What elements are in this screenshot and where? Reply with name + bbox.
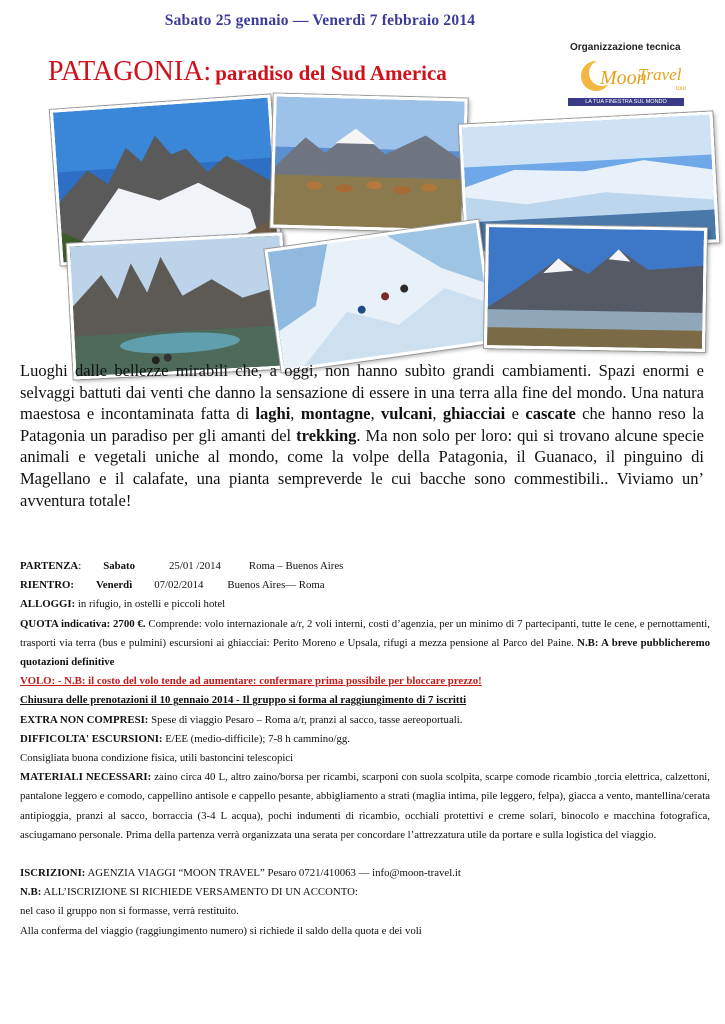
logo-tagline: LA TUA FINESTRA SUL MONDO: [568, 98, 684, 106]
keyword-vulcani: vulcani: [381, 404, 433, 424]
nb-line-2: nel caso il gruppo non si formasse, verrà restituito.: [20, 905, 239, 918]
title-main: PATAGONIA:: [48, 56, 212, 87]
page-title: [48, 56, 447, 88]
title-subtitle: paradiso del Sud America: [215, 61, 447, 85]
photo-guanacos: [270, 93, 467, 232]
volo-warning: VOLO: - N.B: il costo del volo tende ad aumentare: confermare prima possibile per bloccare prezzo!: [20, 675, 482, 688]
photo-torres-trekkers: [67, 232, 290, 379]
rientro-line: RIENTRO: Venerdì 07/02/2014 Buenos Aires— Roma: [20, 579, 325, 592]
partenza-line: PARTENZA: Sabato 25/01 /2014 Roma – Buenos Aires: [20, 560, 344, 572]
logo-tour-text: tour: [676, 86, 687, 92]
quota-paragraph: QUOTA indicativa: 2700 €. Comprende: volo internazionale a/r, 2 voli interni, costi d’agenzia, per un minimo di 7 partecipanti, tutte le cene, e pernottamenti, trasporti via terra (bus e pulmini) escursioni ai ghiacciai: Perito Moreno e Upsala, rifugi a mezza pensione al Parco del Paine. N.B: A breve pubblicheremo quotazioni definitive: [20, 617, 711, 669]
keyword-montagne: montagne: [300, 404, 371, 424]
consigliata-line: Consigliata buona condizione fisica, utili bastoncini telescopici: [20, 752, 294, 765]
keyword-trekking: trekking: [296, 425, 357, 445]
organizer-label: Organizzazione tecnica: [570, 42, 681, 53]
keyword-cascate: cascate: [525, 404, 576, 424]
alloggi-line: ALLOGGI: in rifugio, in ostelli e piccoli hotel: [20, 598, 226, 611]
trip-details: [20, 557, 710, 941]
keyword-laghi: laghi: [255, 404, 291, 424]
photo-mountain-lake: [484, 224, 707, 352]
logo-travel-text: Travel: [638, 65, 682, 84]
nb-line-3: Alla conferma del viaggio (raggiungimento numero) si richiede il saldo della quota e dei voli: [20, 924, 422, 937]
quota-note: N.B: A breve pubblicheremo quotazioni definitive: [20, 636, 710, 669]
extra-line: EXTRA NON COMPRESI: Spese di viaggio Pesaro – Roma a/r, pranzi al sacco, tasse aereoportuali.: [20, 713, 463, 726]
travel-dates: Sabato 25 gennaio — Venerdì 7 febbraio 2014: [164, 12, 476, 29]
difficolta-line: DIFFICOLTA' ESCURSIONI: E/EE (medio-difficile); 7-8 h cammino/gg.: [20, 732, 350, 745]
photo-glacier-trekking: [264, 220, 495, 373]
iscrizioni-line: ISCRIZIONI: AGENZIA VIAGGI “MOON TRAVEL” Pesaro 0721/410063 — info@moon-travel.it: [20, 867, 461, 880]
nb-line: N.B: ALL’ISCRIZIONE SI RICHIEDE VERSAMENTO DI UN ACCONTO:: [20, 886, 358, 899]
logo-moon-text: Moon: [600, 67, 647, 89]
intro-paragraph: Luoghi dalle bellezze mirabili che, a oggi, non hanno subìto grandi cambiamenti. Spazi enormi e selvaggi battuti dai venti che danno la sensazione di essere in una terra alla fine del mondo. Una natura maestosa e incontaminata fatta di laghi, montagne, vulcani, ghiacciai e cascate che hanno reso la Patagonia un paradiso per gli amanti del trekking. Ma non solo per loro: qui si trovano alcune specie animali e vegetali uniche al mondo, come la volpe della Patagonia, il Guanaco, il pinguino di Magellano e il calafate, una pianta sempreverde le cui bacche sono commestibili.. Viviamo un’ avventura totale!: [20, 361, 705, 510]
materiali-paragraph: MATERIALI NECESSARI: zaino circa 40 L, altro zaino/borsa per ricambi, scarponi con suola scolpita, scarpe comode ricambio ,torcia elettrica, calzettoni, pantalone leggero e comodo, cappellino antisole e cappello pesante, abbigliamento a strati (maglia intima, pile leggero, felpa), giacca a vento, mantellina/cerata antipioggia, pranzi al sacco, borraccia (3-4 L acqua), pochi indumenti di ricambio, occhiali protettivi e creme solari, binocolo e macchina fotografica, asciugamano personale. Prima della partenza verrà organizzata una serata per concordare l’attrezzatura utile da portare e sulla logistica del viaggio.: [20, 771, 710, 841]
keyword-ghiacciai: ghiacciai: [442, 404, 506, 424]
chiusura-prenotazioni: Chiusura delle prenotazioni il 10 gennaio 2014 - Il gruppo si forma al raggiungimento di 7 iscritti: [20, 694, 467, 707]
